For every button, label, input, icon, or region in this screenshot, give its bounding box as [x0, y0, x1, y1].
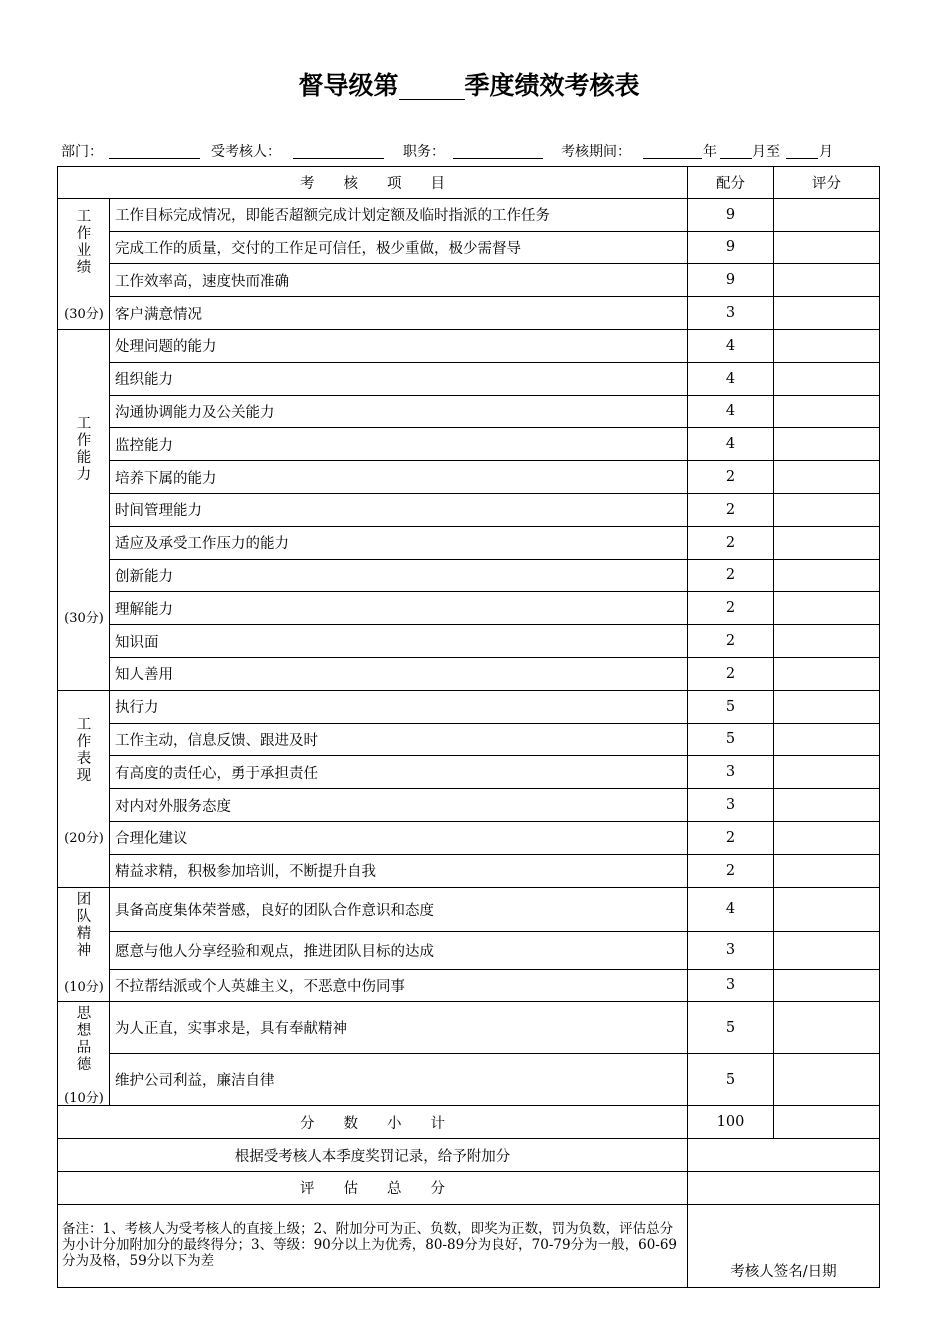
- item-label: 工作效率高，速度快而准确: [110, 264, 688, 297]
- month-to-label: 月: [819, 144, 833, 160]
- item-label: 完成工作的质量，交付的工作足可信任，极少重做，极少需督导: [110, 231, 688, 264]
- category-char: 作: [76, 225, 92, 242]
- category-char: 表: [76, 750, 92, 767]
- category-cell: [58, 198, 110, 329]
- score-cell[interactable]: [774, 789, 880, 822]
- category-name: [58, 209, 110, 277]
- category-char: 德: [76, 1057, 92, 1074]
- score-cell[interactable]: [774, 887, 880, 931]
- category-char: 精: [76, 925, 92, 942]
- item-points: 4: [688, 428, 774, 461]
- category-char: 现: [76, 767, 92, 784]
- item-points: 3: [688, 969, 774, 1002]
- item-label: 处理问题的能力: [110, 329, 688, 362]
- category-name: [58, 1006, 110, 1074]
- category-cell: [58, 690, 110, 887]
- item-points: 3: [688, 756, 774, 789]
- item-label: 合理化建议: [110, 821, 688, 854]
- table-row: [58, 231, 880, 264]
- subtotal-score-cell[interactable]: [774, 1106, 880, 1139]
- item-points: 3: [688, 931, 774, 969]
- item-points: 3: [688, 789, 774, 822]
- category-points: (10分): [64, 980, 104, 996]
- table-row: [58, 559, 880, 592]
- table-row: [58, 1054, 880, 1106]
- table-row: [58, 690, 880, 723]
- item-label: 维护公司利益，廉洁自律: [110, 1054, 688, 1106]
- item-label: 组织能力: [110, 362, 688, 395]
- item-label: 客户满意情况: [110, 297, 688, 330]
- subtotal-value: 100: [688, 1106, 774, 1139]
- category-char: 作: [76, 432, 92, 449]
- item-label: 不拉帮结派或个人英雄主义，不恶意中伤同事: [110, 969, 688, 1002]
- score-cell[interactable]: [774, 231, 880, 264]
- table-row: [58, 428, 880, 461]
- header-item: 考 核 项 目: [58, 167, 688, 199]
- item-label: 培养下属的能力: [110, 461, 688, 494]
- category-cell: [58, 1002, 110, 1106]
- item-label: 创新能力: [110, 559, 688, 592]
- category-char: 工: [76, 208, 92, 225]
- item-points: 2: [688, 526, 774, 559]
- category-char: 工: [76, 415, 92, 432]
- item-points: 2: [688, 625, 774, 658]
- examinee-field[interactable]: [293, 158, 384, 159]
- month-to-field[interactable]: [786, 158, 818, 159]
- bonus-score-cell[interactable]: [688, 1139, 880, 1172]
- score-cell[interactable]: [774, 657, 880, 690]
- item-label: 监控能力: [110, 428, 688, 461]
- category-char: 神: [76, 942, 92, 959]
- category-char: 业: [76, 242, 92, 259]
- table-row: [58, 198, 880, 231]
- score-cell[interactable]: [774, 969, 880, 1002]
- note-text: 备注：1、考核人为受考核人的直接上级；2、附加分可为正、负数，即奖为正数，罚为负数，评估总分为小计分加附加分的最终得分；3、等级：90分以上为优秀，80-89分为良好，70-79分为一般，60-69分为及格，59分以下为差: [58, 1204, 688, 1287]
- score-cell[interactable]: [774, 362, 880, 395]
- signature-cell[interactable]: 考核人签名/日期: [688, 1204, 880, 1287]
- score-cell[interactable]: [774, 461, 880, 494]
- table-row: [58, 789, 880, 822]
- score-cell[interactable]: [774, 854, 880, 887]
- score-cell[interactable]: [774, 821, 880, 854]
- month-from-field[interactable]: [720, 158, 752, 159]
- total-label: 评 估 总 分: [58, 1171, 688, 1204]
- table-row: [58, 297, 880, 330]
- item-label: 工作主动，信息反馈、跟进及时: [110, 723, 688, 756]
- table-row: [58, 821, 880, 854]
- table-row: [58, 969, 880, 1002]
- table-row: [58, 887, 880, 931]
- item-points: 9: [688, 264, 774, 297]
- item-points: 4: [688, 887, 774, 931]
- item-points: 2: [688, 493, 774, 526]
- table-row: [58, 723, 880, 756]
- item-points: 2: [688, 592, 774, 625]
- item-label: 对内对外服务态度: [110, 789, 688, 822]
- total-score-cell[interactable]: [688, 1171, 880, 1204]
- year-label: 年: [703, 144, 717, 160]
- score-cell[interactable]: [774, 264, 880, 297]
- item-points: 3: [688, 297, 774, 330]
- total-row: [58, 1171, 880, 1204]
- item-points: 5: [688, 690, 774, 723]
- subtotal-label: 分 数 小 计: [58, 1106, 688, 1139]
- category-char: 团: [76, 891, 92, 908]
- table-row: [58, 493, 880, 526]
- score-cell[interactable]: [774, 690, 880, 723]
- table-row: [58, 592, 880, 625]
- item-points: 4: [688, 395, 774, 428]
- header-points: 配分: [688, 167, 774, 199]
- category-points: (30分): [64, 610, 104, 626]
- bonus-row: [58, 1139, 880, 1172]
- item-points: 4: [688, 362, 774, 395]
- score-cell[interactable]: [774, 931, 880, 969]
- category-cell: [58, 887, 110, 1002]
- info-line: [0, 141, 950, 161]
- item-label: 愿意与他人分享经验和观点，推进团队目标的达成: [110, 931, 688, 969]
- category-points: (10分): [64, 1091, 104, 1107]
- score-cell[interactable]: [774, 428, 880, 461]
- category-char: 工: [76, 716, 92, 733]
- table-row: [58, 625, 880, 658]
- score-cell[interactable]: [774, 297, 880, 330]
- item-label: 为人正直，实事求是，具有奉献精神: [110, 1002, 688, 1054]
- item-label: 适应及承受工作压力的能力: [110, 526, 688, 559]
- item-label: 沟通协调能力及公关能力: [110, 395, 688, 428]
- item-points: 4: [688, 329, 774, 362]
- item-label: 执行力: [110, 690, 688, 723]
- score-cell[interactable]: [774, 526, 880, 559]
- table-row: [58, 657, 880, 690]
- score-cell[interactable]: [774, 756, 880, 789]
- table-row: [58, 854, 880, 887]
- year-field[interactable]: [643, 158, 702, 159]
- position-label: 职务：: [403, 144, 445, 160]
- item-label: 时间管理能力: [110, 493, 688, 526]
- table-row: [58, 264, 880, 297]
- category-name: [58, 717, 110, 785]
- page-title: [0, 66, 938, 102]
- item-label: 具备高度集体荣誉感，良好的团队合作意识和态度: [110, 887, 688, 931]
- score-cell[interactable]: [774, 1002, 880, 1054]
- item-points: 5: [688, 723, 774, 756]
- category-char: 想: [76, 1023, 92, 1040]
- score-cell[interactable]: [774, 395, 880, 428]
- category-name: [58, 416, 110, 484]
- score-cell[interactable]: [774, 559, 880, 592]
- score-cell[interactable]: [774, 625, 880, 658]
- category-char: 绩: [76, 259, 92, 276]
- category-name: [58, 892, 110, 960]
- header-score: 评分: [774, 167, 880, 199]
- item-points: 2: [688, 461, 774, 494]
- score-cell[interactable]: [774, 329, 880, 362]
- item-points: 2: [688, 821, 774, 854]
- category-points: (30分): [64, 306, 104, 322]
- table-row: [58, 329, 880, 362]
- item-label: 知人善用: [110, 657, 688, 690]
- category-char: 品: [76, 1040, 92, 1057]
- category-char: 作: [76, 733, 92, 750]
- table-row: [58, 526, 880, 559]
- title-prefix: 督导级第: [298, 71, 399, 100]
- item-points: 2: [688, 559, 774, 592]
- title-suffix: 季度绩效考核表: [464, 71, 640, 100]
- table-row: [58, 362, 880, 395]
- table-row: [58, 395, 880, 428]
- score-cell[interactable]: [774, 723, 880, 756]
- item-label: 知识面: [110, 625, 688, 658]
- category-char: 队: [76, 908, 92, 925]
- quarter-blank[interactable]: [399, 73, 465, 100]
- category-char: 思: [76, 1006, 92, 1023]
- examinee-label: 受考核人：: [211, 144, 281, 160]
- item-label: 理解能力: [110, 592, 688, 625]
- dept-label: 部门：: [61, 144, 103, 160]
- item-points: 5: [688, 1054, 774, 1106]
- subtotal-row: [58, 1106, 880, 1139]
- month-from-label: 月至: [752, 144, 780, 160]
- bonus-label: 根据受考核人本季度奖罚记录，给予附加分: [58, 1139, 688, 1172]
- position-field[interactable]: [453, 158, 543, 159]
- item-points: 5: [688, 1002, 774, 1054]
- category-char: 力: [76, 466, 92, 483]
- item-points: 9: [688, 198, 774, 231]
- table-row: [58, 1002, 880, 1054]
- item-label: 工作目标完成情况，即能否超额完成计划定额及临时指派的工作任务: [110, 198, 688, 231]
- score-cell[interactable]: [774, 1054, 880, 1106]
- item-points: 2: [688, 657, 774, 690]
- item-points: 2: [688, 854, 774, 887]
- score-cell[interactable]: [774, 493, 880, 526]
- item-label: 有高度的责任心，勇于承担责任: [110, 756, 688, 789]
- table-row: [58, 461, 880, 494]
- item-points: 9: [688, 231, 774, 264]
- category-points: (20分): [64, 830, 104, 846]
- item-label: 精益求精，积极参加培训，不断提升自我: [110, 854, 688, 887]
- score-cell[interactable]: [774, 592, 880, 625]
- table-row: [58, 931, 880, 969]
- category-char: 能: [76, 449, 92, 466]
- dept-field[interactable]: [109, 158, 200, 159]
- category-cell: [58, 329, 110, 690]
- note-row: [58, 1204, 880, 1287]
- appraisal-table: [57, 166, 880, 1288]
- period-label: 考核期间：: [561, 144, 631, 160]
- score-cell[interactable]: [774, 198, 880, 231]
- header-row: [58, 167, 880, 199]
- table-row: [58, 756, 880, 789]
